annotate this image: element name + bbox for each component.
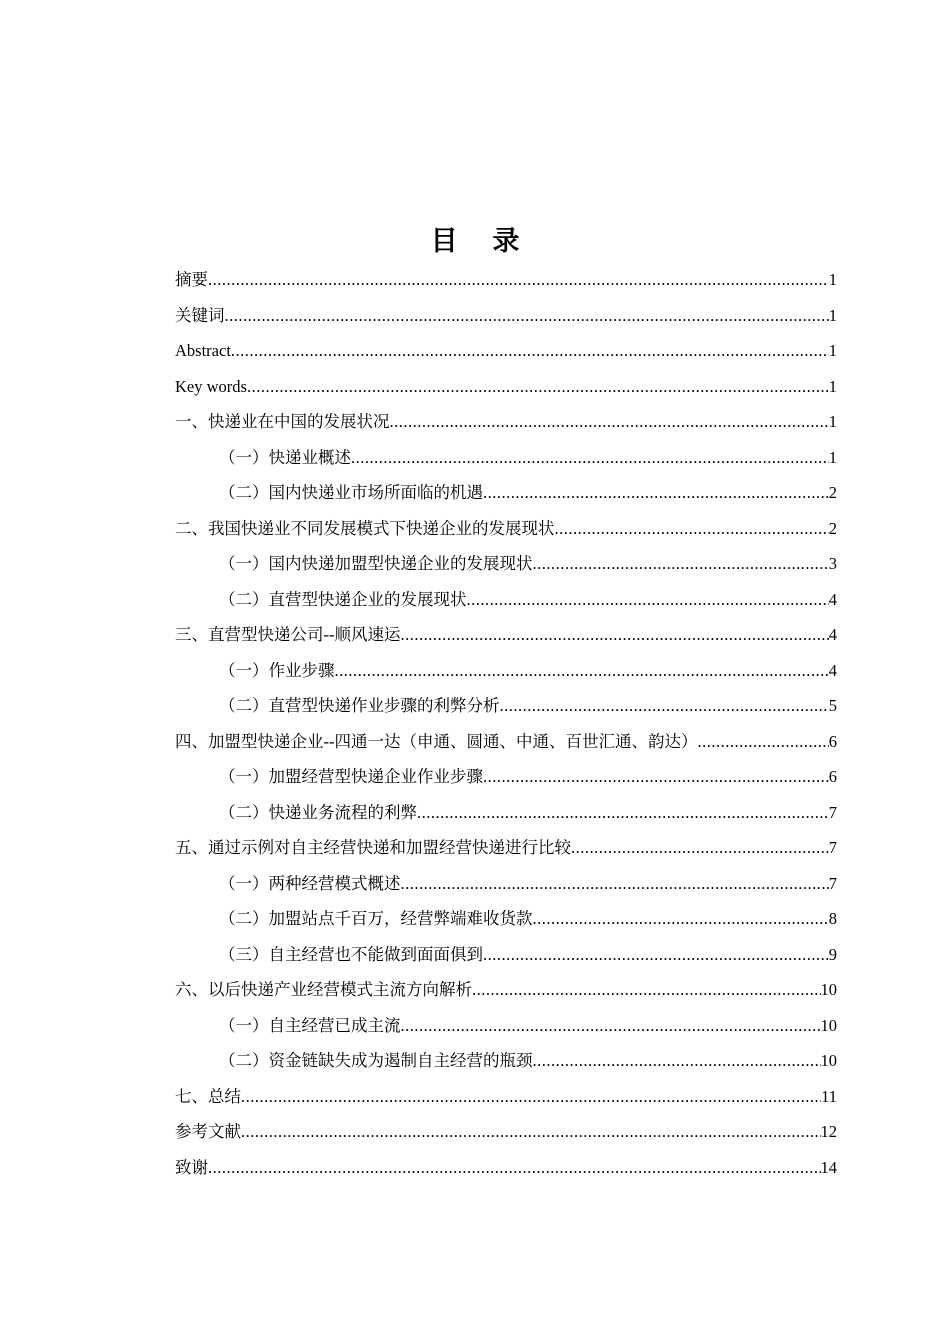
toc-dot-leader bbox=[555, 511, 829, 547]
toc-entry-title: （二）直营型快递作业步骤的利弊分析 bbox=[219, 696, 500, 715]
toc-dot-leader bbox=[247, 369, 829, 405]
toc-dot-leader bbox=[417, 795, 829, 831]
toc-entry-title: （二）资金链缺失成为遏制自主经营的瓶颈 bbox=[219, 1051, 533, 1070]
toc-entry[interactable] bbox=[175, 937, 837, 973]
toc-page-number: 1 bbox=[828, 341, 837, 360]
toc-page-number: 1 bbox=[828, 412, 837, 431]
toc-dot-leader bbox=[225, 298, 829, 334]
toc-entry-title: （二）加盟站点千百万，经营弊端难收货款 bbox=[219, 909, 533, 928]
toc-entry[interactable] bbox=[175, 582, 837, 618]
toc-entry-title: （三）自主经营也不能做到面面俱到 bbox=[219, 944, 483, 964]
table-of-contents bbox=[175, 262, 837, 1185]
toc-entry[interactable] bbox=[175, 262, 837, 298]
toc-entry-title: Key words bbox=[175, 376, 247, 396]
toc-entry[interactable] bbox=[175, 1079, 837, 1115]
toc-entry[interactable] bbox=[175, 1008, 837, 1044]
toc-entry-title: （一）快递业概述 bbox=[219, 447, 351, 467]
toc-page-number: 1 bbox=[828, 270, 837, 289]
page-title: 目 录 bbox=[430, 226, 534, 257]
toc-entry-title: Abstract bbox=[175, 341, 231, 360]
toc-page-number: 1 bbox=[828, 447, 837, 467]
toc-page-number: 8 bbox=[828, 909, 837, 928]
toc-page-number: 7 bbox=[828, 838, 837, 857]
toc-entry-title: （二）快递业务流程的利弊 bbox=[219, 802, 417, 822]
toc-page-number: 6 bbox=[828, 731, 837, 751]
toc-dot-leader bbox=[390, 404, 829, 440]
toc-dot-leader bbox=[500, 688, 829, 724]
toc-page-number: 10 bbox=[820, 1015, 837, 1035]
toc-dot-leader bbox=[698, 724, 829, 760]
toc-entry-title: 七、总结 bbox=[175, 1086, 241, 1106]
toc-entry[interactable] bbox=[175, 724, 837, 760]
toc-page-number: 2 bbox=[828, 483, 837, 502]
toc-page-number: 4 bbox=[828, 625, 837, 644]
toc-entry[interactable] bbox=[175, 830, 837, 866]
toc-entry-title: 致谢 bbox=[175, 1157, 208, 1177]
toc-entry-title: （一）加盟经营型快递企业作业步骤 bbox=[219, 767, 483, 786]
toc-dot-leader bbox=[533, 546, 829, 582]
toc-entry[interactable] bbox=[175, 404, 837, 440]
toc-dot-leader bbox=[401, 617, 829, 653]
toc-entry-title: 五、通过示例对自主经营快递和加盟经营快递进行比较 bbox=[175, 838, 571, 857]
toc-page-number: 14 bbox=[820, 1157, 837, 1177]
toc-entry-title: 四、加盟型快递企业--四通一达（申通、圆通、中通、百世汇通、韵达） bbox=[175, 731, 698, 751]
toc-page-number: 7 bbox=[828, 873, 837, 893]
toc-entry-title: 三、直营型快递公司--顺风速运 bbox=[175, 625, 401, 644]
toc-entry[interactable] bbox=[175, 1114, 837, 1150]
toc-entry[interactable] bbox=[175, 511, 837, 547]
toc-entry[interactable] bbox=[175, 1043, 837, 1079]
toc-dot-leader bbox=[208, 1150, 821, 1186]
toc-entry[interactable] bbox=[175, 369, 837, 405]
toc-entry-title: （一）国内快递加盟型快递企业的发展现状 bbox=[219, 554, 533, 573]
toc-page-number: 12 bbox=[820, 1122, 837, 1141]
toc-page-number: 11 bbox=[821, 1086, 837, 1106]
toc-entry-title: 六、以后快递产业经营模式主流方向解析 bbox=[175, 980, 472, 999]
toc-page-number: 2 bbox=[828, 518, 837, 538]
toc-dot-leader bbox=[241, 1079, 821, 1115]
toc-entry[interactable] bbox=[175, 688, 837, 724]
toc-page-number: 6 bbox=[828, 767, 837, 786]
toc-entry-title: 一、快递业在中国的发展状况 bbox=[175, 412, 390, 431]
toc-entry[interactable] bbox=[175, 333, 837, 369]
toc-dot-leader bbox=[467, 582, 829, 618]
toc-entry-title: （二）国内快递业市场所面临的机遇 bbox=[219, 483, 483, 502]
toc-dot-leader bbox=[472, 972, 821, 1008]
toc-entry-title: （一）作业步骤 bbox=[219, 660, 335, 680]
toc-dot-leader bbox=[533, 901, 829, 937]
toc-entry-title: 关键词 bbox=[175, 305, 225, 325]
toc-page-number: 7 bbox=[828, 802, 837, 822]
toc-entry-title: （一）自主经营已成主流 bbox=[219, 1015, 401, 1035]
toc-dot-leader bbox=[483, 475, 829, 511]
toc-dot-leader bbox=[231, 333, 829, 369]
toc-entry[interactable] bbox=[175, 795, 837, 831]
toc-page-number: 1 bbox=[828, 305, 837, 325]
toc-entry[interactable] bbox=[175, 972, 837, 1008]
toc-entry-title: 摘要 bbox=[175, 270, 208, 289]
toc-entry[interactable] bbox=[175, 759, 837, 795]
toc-entry[interactable] bbox=[175, 298, 837, 334]
toc-page-number: 5 bbox=[828, 696, 837, 715]
toc-entry[interactable] bbox=[175, 475, 837, 511]
toc-dot-leader bbox=[401, 866, 829, 902]
toc-dot-leader bbox=[401, 1008, 821, 1044]
toc-page-number: 1 bbox=[828, 376, 837, 396]
toc-dot-leader bbox=[483, 759, 829, 795]
toc-entry-title: 参考文献 bbox=[175, 1122, 241, 1141]
toc-dot-leader bbox=[533, 1043, 821, 1079]
toc-page-number: 9 bbox=[828, 944, 837, 964]
toc-page-number: 4 bbox=[828, 589, 837, 609]
toc-page-number: 10 bbox=[820, 980, 837, 999]
toc-entry[interactable] bbox=[175, 653, 837, 689]
toc-dot-leader bbox=[483, 937, 829, 973]
toc-dot-leader bbox=[241, 1114, 821, 1150]
toc-entry-title: 二、我国快递业不同发展模式下快递企业的发展现状 bbox=[175, 518, 555, 538]
toc-entry[interactable] bbox=[175, 440, 837, 476]
toc-entry[interactable] bbox=[175, 901, 837, 937]
toc-dot-leader bbox=[571, 830, 829, 866]
toc-entry-title: （二）直营型快递企业的发展现状 bbox=[219, 589, 467, 609]
toc-dot-leader bbox=[335, 653, 829, 689]
toc-page-number: 3 bbox=[828, 554, 837, 573]
toc-entry[interactable] bbox=[175, 617, 837, 653]
toc-dot-leader bbox=[208, 262, 829, 298]
toc-entry-title: （一）两种经营模式概述 bbox=[219, 873, 401, 893]
toc-entry[interactable] bbox=[175, 546, 837, 582]
toc-entry[interactable] bbox=[175, 1150, 837, 1186]
toc-entry[interactable] bbox=[175, 866, 837, 902]
toc-dot-leader bbox=[351, 440, 829, 476]
toc-page-number: 4 bbox=[828, 660, 837, 680]
toc-page-number: 10 bbox=[820, 1051, 837, 1070]
